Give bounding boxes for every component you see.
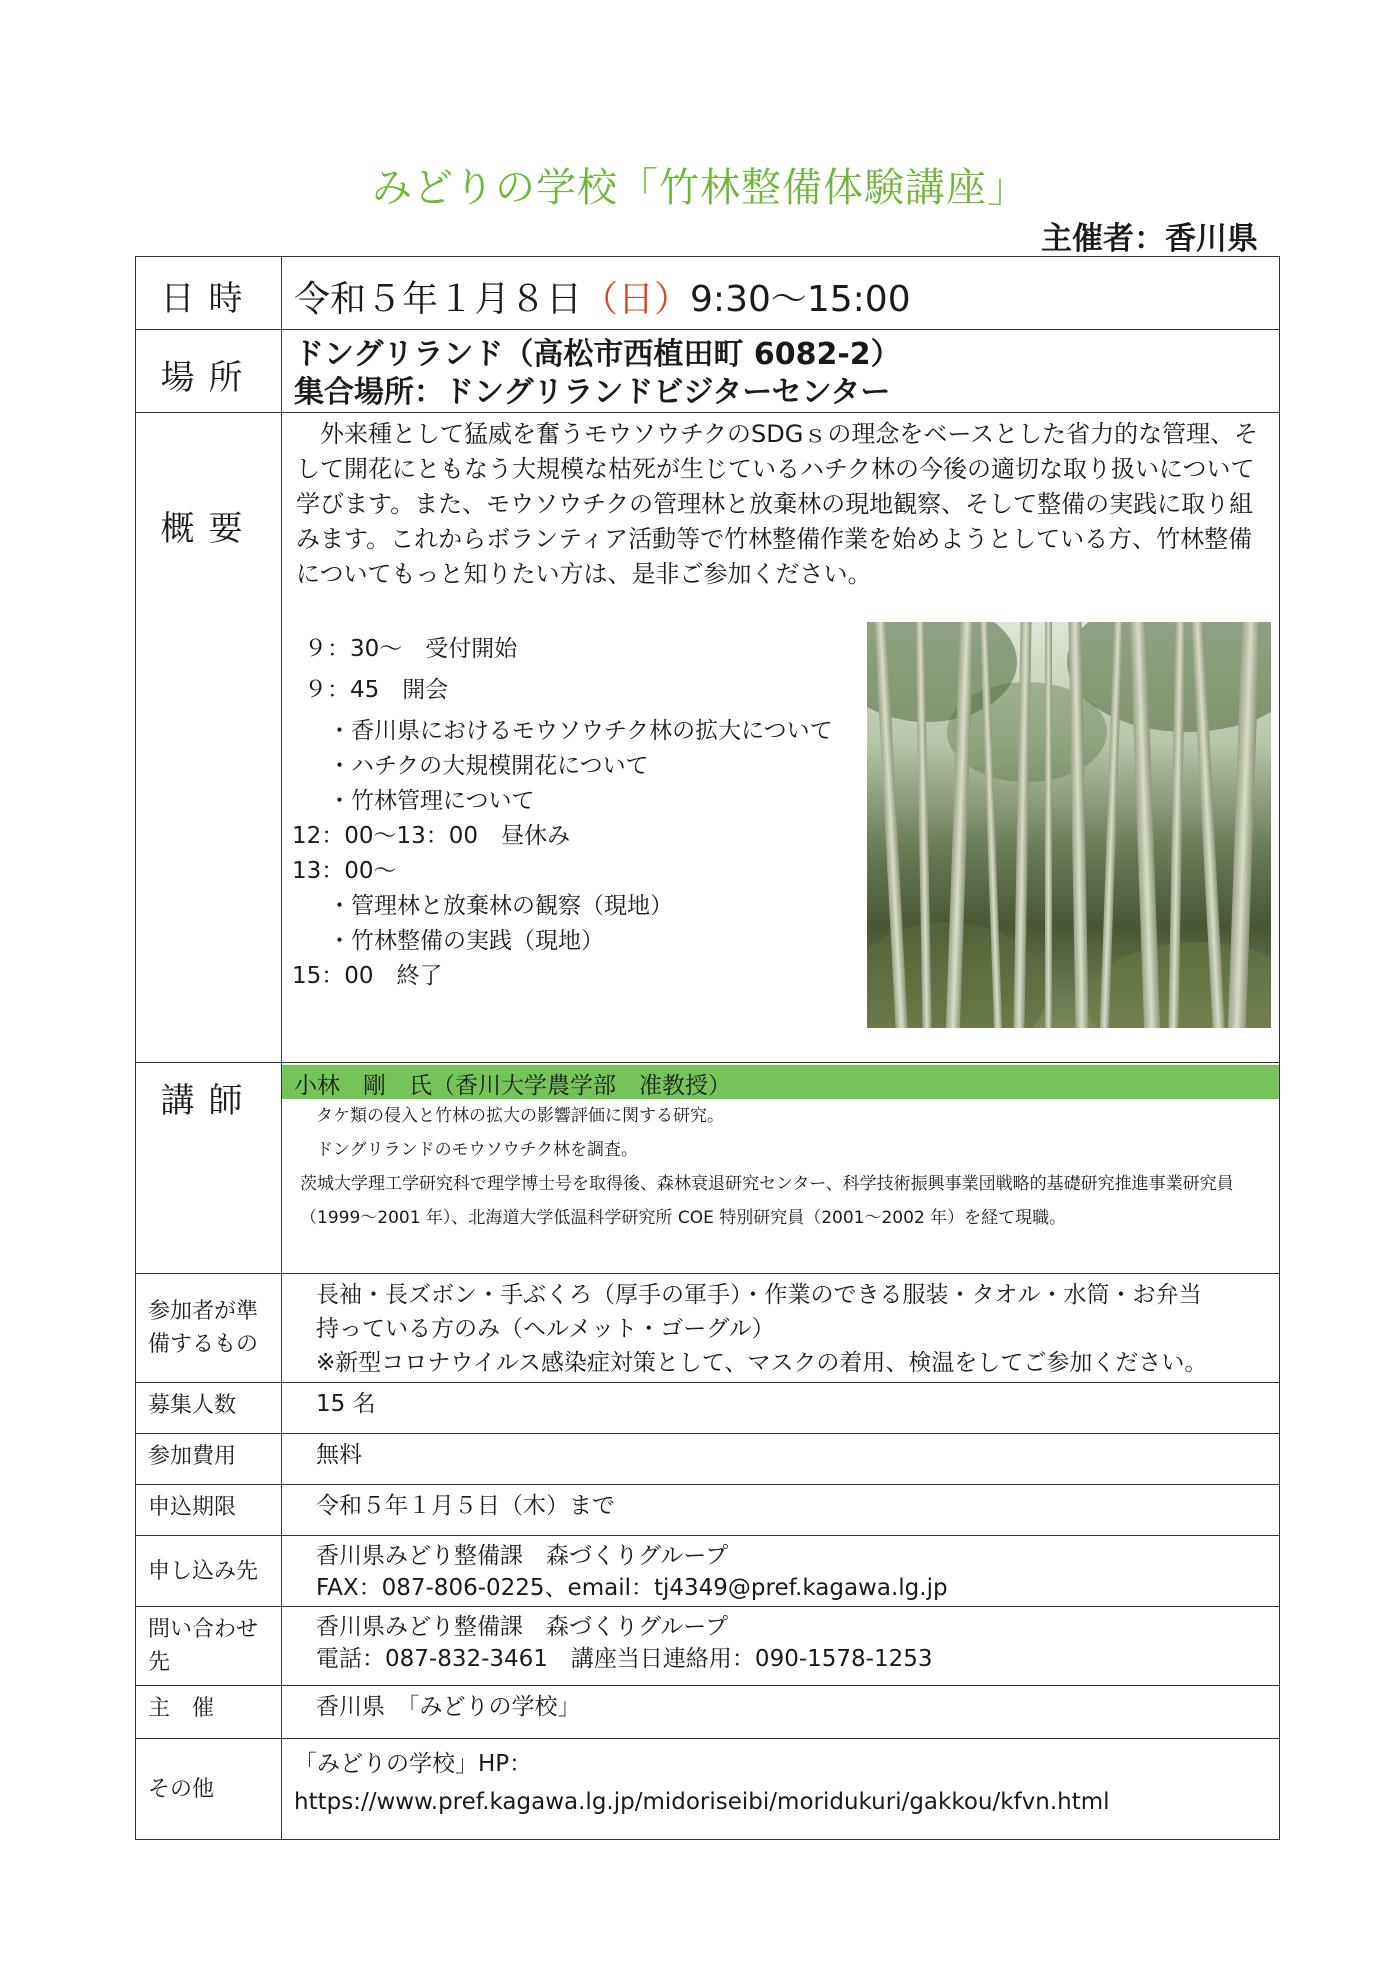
label-apply: 申し込み先 — [136, 1536, 282, 1607]
lecturer-bio-line: タケ類の侵入と竹林の拡大の影響評価に関する研究。 — [316, 1106, 724, 1126]
lecturer-bio — [282, 1099, 1279, 1235]
lecturer-name: 小林 剛 氏（香川大学農学部 准教授） — [282, 1065, 1279, 1099]
apply-cell — [282, 1536, 1280, 1607]
date-cell — [282, 257, 1280, 330]
row-items — [136, 1274, 1280, 1383]
overview-cell — [282, 413, 1280, 1063]
items-value — [282, 1274, 1279, 1380]
other-cell — [282, 1739, 1280, 1840]
row-date — [136, 257, 1280, 330]
label-date-text: 日時 — [160, 279, 257, 319]
label-overview — [136, 413, 282, 1063]
fee-value: 無料 — [316, 1442, 362, 1468]
host-value: 香川県 「みどりの学校」 — [316, 1694, 581, 1720]
label-lecturer — [136, 1063, 282, 1274]
place-line2: 集合場所：ドングリランドビジターセンター — [294, 375, 891, 410]
schedule-list — [292, 632, 833, 994]
label-contact: 問い合わせ先 — [136, 1607, 282, 1686]
date-day: （日） — [582, 279, 691, 320]
schedule-item: ・竹林管理について — [328, 788, 535, 814]
place-line1: ドングリランド（高松市西植田町 6082-2） — [294, 337, 901, 372]
row-apply — [136, 1536, 1280, 1607]
row-overview — [136, 413, 1280, 1063]
items-line: ※新型コロナウイルス感染症対策として、マスクの着用、検温をしてご参加ください。 — [316, 1350, 1208, 1376]
homepage-link[interactable]: https://www.pref.kagawa.lg.jp/midoriseibi/moridukuri/gakkou/kfvn.html — [294, 1789, 1110, 1815]
items-line: 長袖・長ズボン・手ぶくろ（厚手の軍手）・作業のできる服装・タオル・水筒・お弁当 — [316, 1282, 1202, 1308]
apply-line: 香川県みどり整備課 森づくりグループ — [316, 1543, 729, 1569]
other-value — [282, 1739, 1279, 1821]
place-cell — [282, 330, 1280, 413]
deadline-cell — [282, 1485, 1280, 1536]
apply-line[interactable]: FAX：087-806-0225、email：tj4349@pref.kagawa.lg.jp — [316, 1575, 948, 1601]
contact-line: 電話：087-832-3461 講座当日連絡用：090-1578-1253 — [316, 1646, 933, 1672]
deadline-value: 令和５年１月５日（木）まで — [316, 1493, 615, 1519]
items-cell — [282, 1274, 1280, 1383]
row-contact — [136, 1607, 1280, 1686]
overview-paragraph: 外来種として猛威を奮うモウソウチクのSDGｓの理念をベースとした省力的な管理、そして開花にともなう大規模な枯死が生じているハチク林の今後の適切な取り扱いについて学びます。また、モウソウチクの管理林と放棄林の現地観察、そして整備の実践に取り組みます。これからボランティア活動等で竹林整備作業を始めようとしている方、竹林整備についてもっと知りたい方は、是非ご参加ください。 — [296, 420, 1259, 588]
label-place-text: 場所 — [160, 358, 257, 398]
contact-cell — [282, 1607, 1280, 1686]
label-lecturer-text: 講師 — [160, 1081, 257, 1121]
date-prefix: 令和５年１月８日 — [294, 279, 583, 320]
lecturer-cell — [282, 1063, 1280, 1274]
schedule-item: ９：45 開会 — [304, 677, 449, 703]
row-deadline — [136, 1485, 1280, 1536]
label-capacity: 募集人数 — [136, 1383, 282, 1434]
row-host — [136, 1686, 1280, 1739]
schedule-item: ・管理林と放棄林の観察（現地） — [328, 893, 673, 919]
label-overview-text: 概要 — [160, 509, 257, 549]
capacity-cell — [282, 1383, 1280, 1434]
contact-line: 香川県みどり整備課 森づくりグループ — [316, 1614, 729, 1640]
lecturer-bio-line: 茨城大学理工学研究科で理学博士号を取得後、森林衰退研究センター、科学技術振興事業団戦略的基礎研究推進事業研究員（1999～2001 年）、北海道大学低温科学研究所 COE 特別研究員（2001～2002 年）を経て現職。 — [300, 1174, 1234, 1228]
label-fee: 参加費用 — [136, 1434, 282, 1485]
row-fee — [136, 1434, 1280, 1485]
label-date — [136, 257, 282, 330]
place-value — [282, 330, 1279, 412]
page-title: みどりの学校「竹林整備体験講座」 — [372, 165, 1028, 211]
schedule-item: ・竹林整備の実践（現地） — [328, 928, 604, 954]
schedule-item: 15：00 終了 — [292, 963, 443, 989]
other-line: 「みどりの学校」HP： — [294, 1751, 533, 1777]
schedule-item: ・香川県におけるモウソウチク林の拡大について — [328, 718, 833, 744]
schedule-item: 12：00～13：00 昼休み — [292, 823, 571, 849]
label-other: その他 — [136, 1739, 282, 1840]
date-value — [282, 257, 1279, 322]
fee-cell — [282, 1434, 1280, 1485]
label-host: 主 催 — [136, 1686, 282, 1739]
info-table — [135, 256, 1280, 1840]
schedule-item: 13：00～ — [292, 858, 397, 884]
host-cell — [282, 1686, 1280, 1739]
schedule-area — [282, 592, 1279, 1062]
row-place — [136, 330, 1280, 413]
apply-value — [282, 1536, 1279, 1604]
label-deadline: 申込期限 — [136, 1485, 282, 1536]
row-other — [136, 1739, 1280, 1840]
label-items: 参加者が準備するもの — [136, 1274, 282, 1383]
bamboo-forest-photo — [867, 622, 1271, 1028]
label-place — [136, 330, 282, 413]
row-capacity — [136, 1383, 1280, 1434]
items-line: 持っている方のみ（ヘルメット・ゴーグル） — [316, 1316, 775, 1342]
schedule-item: ９：30～ 受付開始 — [304, 636, 518, 662]
schedule-item: ・ハチクの大規模開花について — [328, 753, 649, 779]
row-lecturer — [136, 1063, 1280, 1274]
capacity-value: 15 名 — [316, 1391, 376, 1417]
organizer: 主催者：香川県 — [1041, 221, 1258, 257]
lecturer-bio-line: ドングリランドのモウソウチク林を調査。 — [316, 1140, 638, 1160]
date-time: 9:30～15:00 — [690, 279, 911, 320]
contact-value — [282, 1607, 1279, 1675]
